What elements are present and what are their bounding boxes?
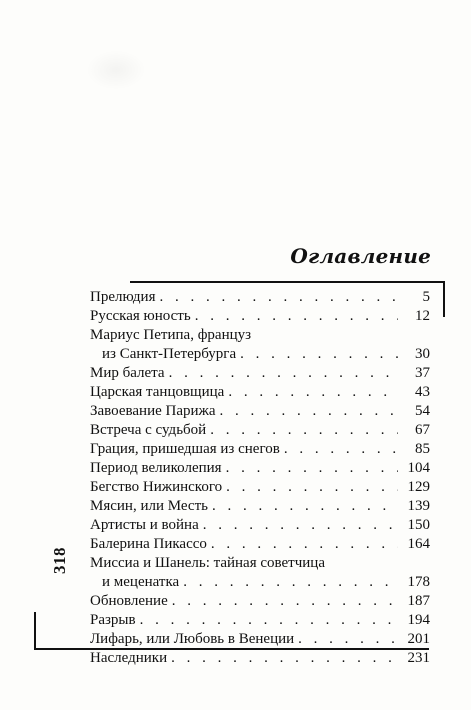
toc-leader-dots <box>298 630 398 649</box>
heading-rule-tick <box>443 281 445 317</box>
toc-entry-title: Балерина Пикассо <box>90 536 207 552</box>
toc-leader-dots <box>183 573 398 592</box>
toc-entry[interactable] <box>90 402 430 421</box>
toc-entry-page: 12 <box>415 308 430 324</box>
toc-entry[interactable] <box>90 421 430 440</box>
toc-entry-page: 37 <box>415 365 430 381</box>
toc-entry[interactable] <box>90 459 430 478</box>
toc-leader-dots <box>140 611 398 630</box>
toc-entry-page: 67 <box>415 422 430 438</box>
toc-entry-title: Мир балета <box>90 365 165 381</box>
toc-entry[interactable] <box>90 440 430 459</box>
toc-entry-page: 139 <box>407 498 430 514</box>
toc-entry-title: Миссиа и Шанель: тайная советчица <box>90 555 325 571</box>
toc-entry-title: Мясин, или Месть <box>90 498 208 514</box>
toc-entry-page: 201 <box>407 631 430 647</box>
toc-entry-title: Царская танцовщица <box>90 384 225 400</box>
toc-entry-title: Обновление <box>90 593 168 609</box>
table-of-contents <box>90 288 430 668</box>
toc-entry-title: Мариус Петипа, француз <box>90 327 252 343</box>
toc-leader-dots <box>169 364 398 383</box>
toc-entry-title: Наследники <box>90 650 168 666</box>
toc-entry-page: 194 <box>407 612 430 628</box>
toc-entry[interactable] <box>90 516 430 535</box>
toc-entry[interactable] <box>90 364 430 383</box>
toc-entry-page: 43 <box>415 384 430 400</box>
toc-leader-dots <box>171 649 398 668</box>
bottom-rule <box>34 648 429 650</box>
toc-entry[interactable] <box>90 497 430 516</box>
paper-smudge <box>86 50 146 90</box>
toc-entry[interactable] <box>90 478 430 497</box>
toc-leader-dots <box>195 307 398 326</box>
toc-entry[interactable] <box>90 554 430 573</box>
toc-entry-title: Разрыв <box>90 612 136 628</box>
toc-entry-page: 187 <box>407 593 430 609</box>
toc-entry-page: 85 <box>415 441 430 457</box>
toc-entry-page: 178 <box>407 574 430 590</box>
toc-entry-page: 5 <box>422 289 430 305</box>
toc-leader-dots <box>228 383 398 402</box>
toc-entry-title: Артисты и война <box>90 517 199 533</box>
toc-entry-title: Лифарь, или Любовь в Венеции <box>90 631 295 647</box>
toc-leader-dots <box>159 288 398 307</box>
toc-entry-page: 129 <box>407 479 430 495</box>
toc-entry-page: 164 <box>407 536 430 552</box>
toc-leader-dots <box>226 459 398 478</box>
toc-leader-dots <box>226 478 398 497</box>
toc-entry-title: Грация, пришедшая из снегов <box>90 441 280 457</box>
toc-entry[interactable] <box>90 630 430 649</box>
toc-leader-dots <box>220 402 398 421</box>
toc-entry-page: 104 <box>407 460 430 476</box>
toc-entry-continuation[interactable] <box>90 345 430 364</box>
toc-entry-title: Прелюдия <box>90 289 156 305</box>
toc-entry-title: Период великолепия <box>90 460 222 476</box>
toc-entry-title: и меценатка <box>102 574 180 590</box>
toc-entry-title: Встреча с судьбой <box>90 422 207 438</box>
toc-leader-dots <box>203 516 398 535</box>
toc-leader-dots <box>212 497 398 516</box>
toc-entry[interactable] <box>90 307 430 326</box>
toc-entry-page: 150 <box>407 517 430 533</box>
toc-leader-dots <box>284 440 398 459</box>
page-number-rule-vertical <box>34 612 36 648</box>
page-number: 318 <box>50 547 69 574</box>
heading-rule <box>130 281 445 283</box>
toc-leader-dots <box>240 345 398 364</box>
toc-entry[interactable] <box>90 326 430 345</box>
page-title: Оглавление <box>290 244 431 268</box>
toc-entry-page: 30 <box>415 346 430 362</box>
toc-entry-continuation[interactable] <box>90 573 430 592</box>
toc-entry-page: 54 <box>415 403 430 419</box>
toc-leader-dots <box>172 592 398 611</box>
toc-entry[interactable] <box>90 383 430 402</box>
toc-entry[interactable] <box>90 535 430 554</box>
toc-leader-dots <box>210 421 398 440</box>
toc-entry-title: Завоевание Парижа <box>90 403 216 419</box>
toc-entry-title: Бегство Нижинского <box>90 479 223 495</box>
toc-entry-title: Русская юность <box>90 308 191 324</box>
toc-entry[interactable] <box>90 288 430 307</box>
toc-entry[interactable] <box>90 649 430 668</box>
toc-entry-page: 231 <box>407 650 430 666</box>
toc-entry-title: из Санкт-Петербурга <box>102 346 237 362</box>
toc-entry[interactable] <box>90 592 430 611</box>
toc-entry[interactable] <box>90 611 430 630</box>
toc-leader-dots <box>211 535 398 554</box>
